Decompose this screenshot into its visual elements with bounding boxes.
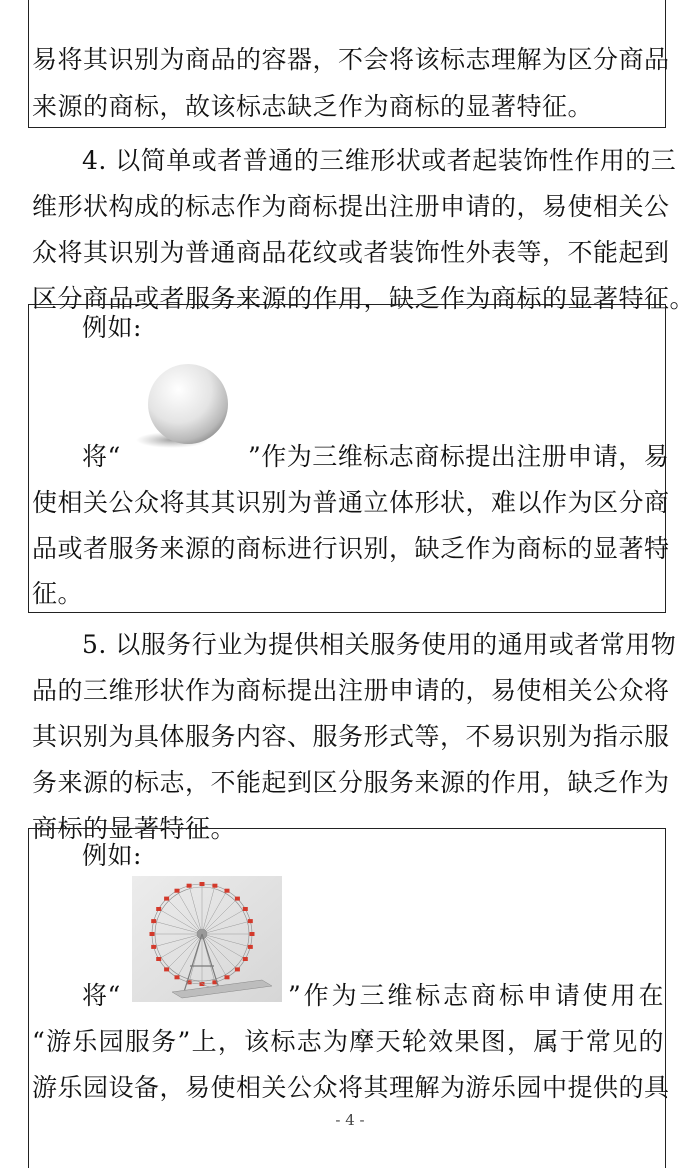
example2-line-1: “游乐园服务”上，该标志为摩天轮效果图，属于常见的 [32, 1027, 664, 1056]
wheel-cabin [187, 884, 192, 888]
wheel-cabin [235, 967, 240, 971]
wheel-cabin [164, 967, 169, 971]
para5-line-2: 品的三维形状作为商标提出注册申请的，易使相关公众将 [32, 676, 670, 705]
box1-line-1: 易将其识别为商品的容器，不会将该标志理解为区分商品 [32, 45, 670, 74]
wheel-cabin [212, 884, 217, 888]
wheel-cabin [200, 882, 205, 886]
wheel-cabin [250, 932, 255, 936]
example1-heading: 例如: [82, 313, 142, 342]
example2-line-2: 游乐园设备，易使相关公众将其理解为游乐园中提供的具 [32, 1073, 670, 1102]
wheel-cabin [175, 889, 180, 893]
para5-line-1: 5. 以服务行业为提供相关服务使用的通用或者常用物 [82, 630, 677, 659]
para4-line-3: 众将其识别为普通商品花纹或者装饰性外表等，不能起到 [32, 238, 670, 267]
example1-quote-open: 将“ [82, 442, 121, 471]
para5-line-4: 务来源的标志，不能起到区分服务来源的作用，缺乏作为 [32, 768, 670, 797]
page-number: - 4 - [0, 1110, 700, 1129]
example1-line-1: 使相关公众将其其识别为普通立体形状，难以作为区分商 [32, 488, 670, 517]
example2-quote-close: ”作为三维标志商标申请使用在 [288, 981, 664, 1010]
sphere-icon [130, 360, 240, 450]
example1-line-3: 征。 [32, 579, 84, 608]
wheel-cabin [151, 945, 156, 949]
wheel-cabin [150, 932, 155, 936]
para4-line-1: 4. 以简单或者普通的三维形状或者起装饰性作用的三 [82, 146, 677, 175]
wheel-cabin [225, 975, 230, 979]
example2-quote-open: 将“ [82, 981, 121, 1010]
wheel-cabin [243, 907, 248, 911]
example1-line-2: 品或者服务来源的商标进行识别，缺乏作为商标的显著特 [32, 534, 670, 563]
para5-line-3: 其识别为具体服务内容、服务形式等，不易识别为指示服 [32, 722, 670, 751]
wheel-cabin [248, 919, 253, 923]
para5-line-5: 商标的显著特征。 [32, 814, 237, 843]
example1-quote-close: ”作为三维标志商标提出注册申请，易 [248, 442, 670, 471]
para4-line-4: 区分商品或者服务来源的作用，缺乏作为商标的显著特征。 [32, 284, 696, 313]
wheel-cabin [248, 945, 253, 949]
wheel-cabin [225, 889, 230, 893]
ferris-wheel-icon [132, 876, 282, 1002]
example2-heading: 例如: [82, 841, 142, 870]
wheel-cabin [235, 897, 240, 901]
wheel-cabin [164, 897, 169, 901]
box1-line-2: 来源的商标，故该标志缺乏作为商标的显著特征。 [32, 92, 594, 121]
wheel-cabin [175, 975, 180, 979]
wheel-cabin [243, 957, 248, 961]
wheel-cabin [156, 907, 161, 911]
para4-line-2: 维形状构成的标志作为商标提出注册申请的，易使相关公 [32, 192, 670, 221]
wheel-cabin [151, 919, 156, 923]
wheel-cabin [156, 957, 161, 961]
